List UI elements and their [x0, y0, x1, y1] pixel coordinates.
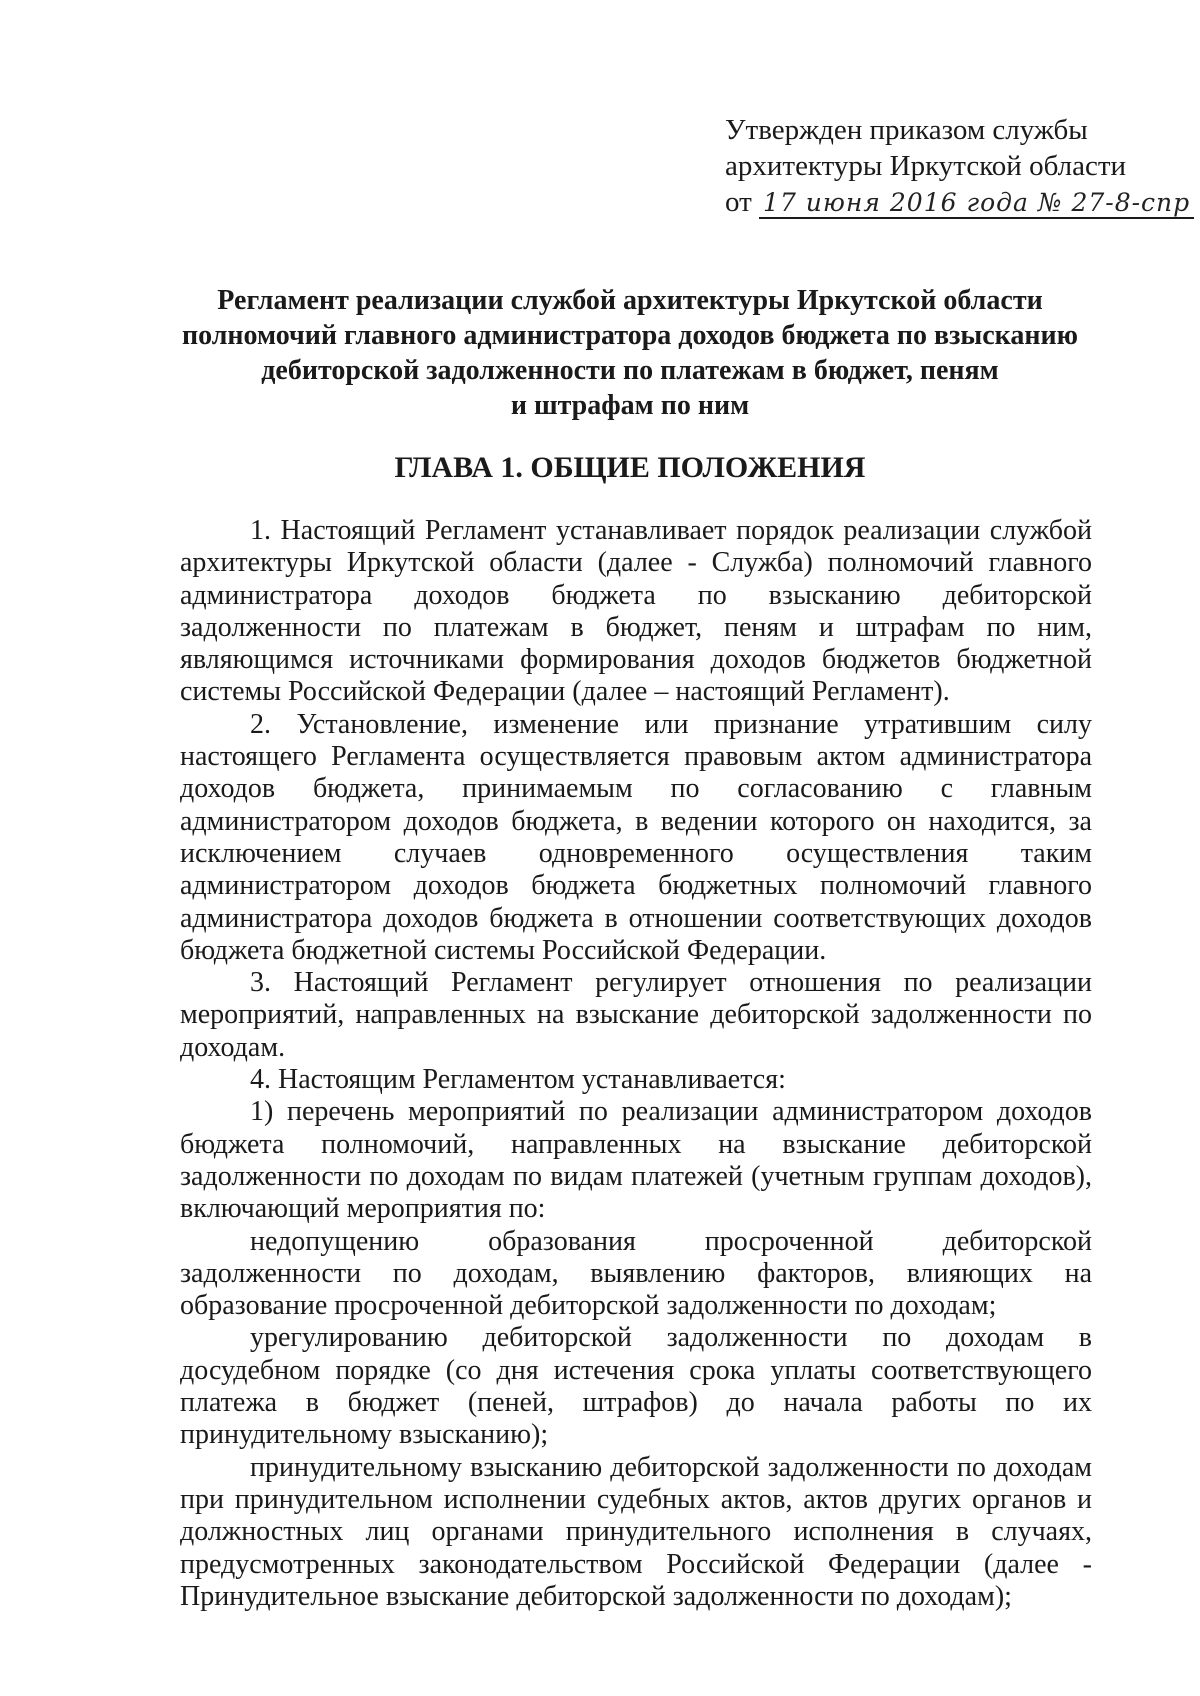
title-line-1: Регламент реализации службой архитектуры Иркутской области [217, 285, 1043, 316]
paragraph-4: 4. Настоящим Регламентом устанавливается: [250, 1064, 786, 1096]
title-line-4: и штрафам по ним [510, 390, 750, 421]
approval-line-3 [725, 184, 1191, 221]
title-line-3: дебиторской задолженности по платежам в бюджет, пеням [261, 355, 999, 386]
paragraph-4-item-1-b: урегулированию дебиторской задолженности по доходам в досудебном порядке (со дня истечения срока уплаты соответствующего платежа в бюджет (пеней, штрафов) до начала работы по их принудительному взысканию); [180, 1322, 1092, 1451]
paragraph-3: 3. Настоящий Регламент регулирует отношения по реализации мероприятий, направленных на взыскание дебиторской задолженности по доходам. [180, 967, 1092, 1063]
title-line-2: полномочий главного администратора доходов бюджета по взысканию [181, 320, 1079, 351]
paragraph-2: 2. Установление, изменение или признание утратившим силу настоящего Регламента осуществляется правовым актом администратора доходов бюджета, принимаемым по согласованию с главным администратором доходов бюджета, в ведении которого он находится, за исключением случаев одновременного осуществления таким администратором доходов бюджета бюджетных полномочий главного администратора доходов бюджета в отношении соответствующих доходов бюджета бюджетной системы Российской Федерации. [180, 708, 1092, 966]
paragraph-4-item-1-a: недопущению образования просроченной дебиторской задолженности по доходам, выявлению факторов, влияющих на образование просроченной дебиторской задолженности по доходам; [180, 1225, 1092, 1322]
handwritten-date-number: 17 июня 2016 года № 27-8-спр [759, 188, 1194, 219]
approval-line-1: Утвержден приказом службы [725, 114, 1088, 146]
approval-stamp-block [725, 112, 1191, 221]
approval-date-prefix: от [725, 186, 752, 218]
paragraph-1: 1. Настоящий Регламент устанавливает порядок реализации службой архитектуры Иркутской области (далее - Служба) полномочий главного администратора доходов бюджета по взысканию дебиторской задолженности по платежам в бюджет, пеням и штрафам по ним, являющимся источниками формирования доходов бюджетов бюджетной системы Российской Федерации (далее – настоящий Регламент). [180, 515, 1092, 708]
paragraph-4-item-1-c: принудительному взысканию дебиторской задолженности по доходам при принудительном исполнении судебных актов, актов других органов и должностных лиц органами принудительного исполнения в случаях, предусмотренных законодательством Российской Федерации (далее - Принудительное взыскание дебиторской задолженности по доходам); [180, 1451, 1092, 1612]
paragraph-4-item-1: 1) перечень мероприятий по реализации администратором доходов бюджета полномочий, направленных на взыскание дебиторской задолженности по доходам по видам платежей (учетным группам доходов), включающий мероприятия по: [180, 1096, 1092, 1225]
document-title [170, 283, 1090, 423]
approval-line-2: архитектуры Иркутской области [725, 150, 1127, 182]
document-body [180, 515, 1092, 1613]
chapter-heading: ГЛАВА 1. ОБЩИЕ ПОЛОЖЕНИЯ [394, 451, 866, 484]
